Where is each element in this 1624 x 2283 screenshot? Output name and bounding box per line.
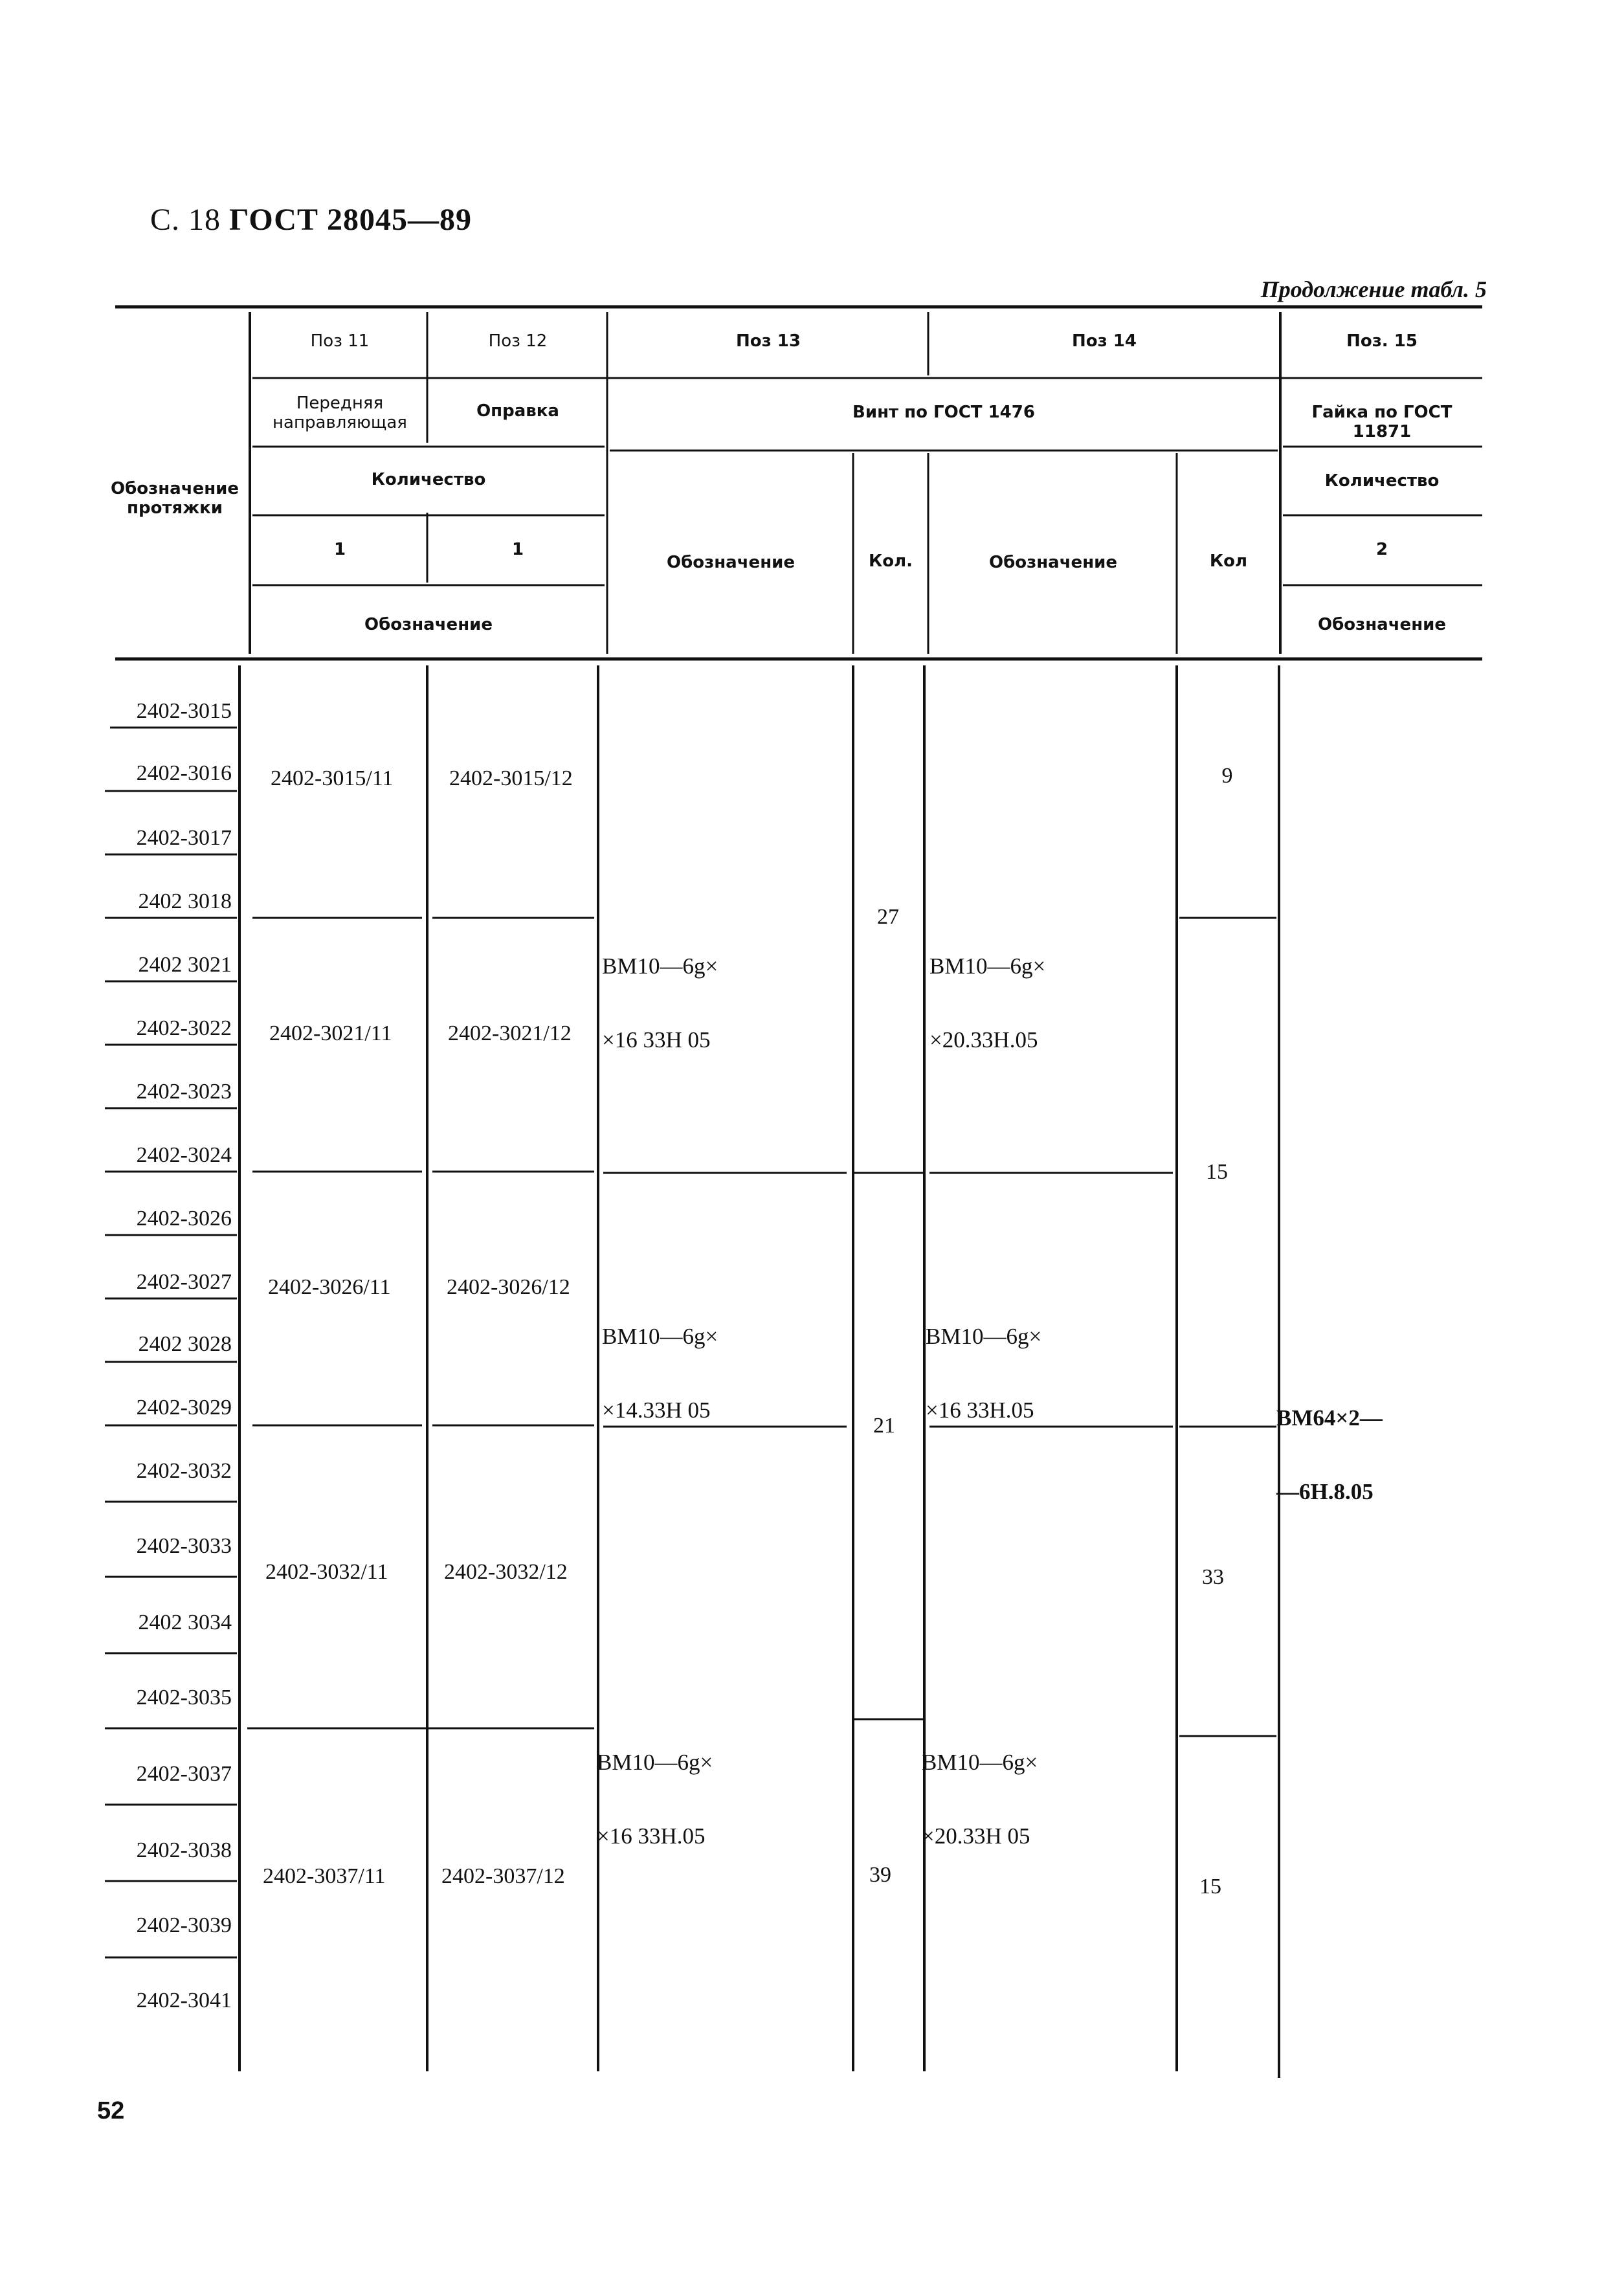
table-row: 2402-3026 [136,1207,232,1231]
screw13-line1: ВМ10—6g× [602,1324,718,1349]
table-row: 2402 3018 [138,889,232,913]
screw-name: Винт по ГОСТ 1476 [852,403,1035,422]
poz11-value: 2402-3015/11 [271,766,394,790]
screw14-value [929,905,1045,1077]
table-row: 2402 3034 [138,1610,232,1634]
table-row: 2402-3041 [136,1988,232,2012]
designation-column-header [104,479,246,518]
table-row: 2402-3027 [136,1270,232,1294]
qty-left-header: Количество [371,470,486,489]
table-row: 2402-3029 [136,1396,232,1420]
kol14-value: 33 [1202,1565,1224,1589]
screw14-line2: ×16 33Н.05 [926,1398,1034,1423]
kol14-value: 9 [1221,764,1233,788]
desig-13-header: Обозначение [666,553,795,572]
poz12-value: 2402-3032/12 [444,1560,568,1584]
nut-name: Гайка по ГОСТ 11871 [1311,403,1452,441]
poz11-name-line1: Передняя [296,394,384,413]
screw14-line1: ВМ10—6g× [926,1324,1042,1349]
poz11-name-line2: направляющая [273,413,407,432]
table-row: 2402-3035 [136,1686,232,1709]
kol-13-header: Кол. [868,551,913,571]
kol14-value: 15 [1206,1160,1228,1184]
screw14-line1: ВМ10—6g× [922,1750,1038,1775]
kol-14-header: Кол [1209,551,1248,571]
poz12-value: 2402-3037/12 [441,1864,565,1888]
table-row: 2402 3028 [138,1332,232,1356]
table-row: 2402-3039 [136,1913,232,1937]
screw13-value [597,1701,713,1873]
poz12-name: Оправка [476,401,559,421]
poz12-header: Поз 12 [488,331,548,351]
poz12-value: 2402-3021/12 [448,1021,572,1045]
screw14-line2: ×20.33Н 05 [922,1823,1030,1849]
nut15-line2: —6Н.8.05 [1276,1479,1374,1504]
kol13-value: 21 [873,1414,895,1438]
table-row: 2402-3037 [136,1762,232,1786]
table-row: 2402-3024 [136,1143,232,1167]
screw13-value [602,1275,718,1447]
page-number: 52 [97,2097,125,2124]
designation-header-line1: Обозначение [110,479,239,498]
qty-poz11: 1 [333,540,346,559]
qty-poz12: 1 [511,540,524,559]
table-row: 2402-3017 [136,826,232,850]
designation-header-line2: протяжки [127,498,223,518]
screw14-value [926,1275,1041,1447]
desig-15-header: Обозначение [1317,615,1447,634]
screw13-line2: ×14.33Н 05 [602,1398,711,1423]
table-row: 2402-3032 [136,1459,232,1483]
screw14-line2: ×20.33Н.05 [929,1027,1038,1052]
kol14-value: 15 [1199,1875,1221,1899]
poz15-header: Поз. 15 [1346,331,1418,351]
poz11-value: 2402-3021/11 [269,1021,392,1045]
poz11-value: 2402-3032/11 [265,1560,388,1584]
desig-left-header: Обозначение [364,615,493,634]
kol13-value: 39 [869,1863,891,1887]
table-row: 2402-3033 [136,1534,232,1558]
qty-right-header: Количество [1324,471,1440,491]
table-row: 2402-3038 [136,1838,232,1862]
poz12-value: 2402-3026/12 [447,1275,570,1299]
table-row: 2402-3015 [136,699,232,723]
qty-poz15: 2 [1375,540,1388,559]
continuation-caption: Продолжение табл. 5 [1260,276,1487,302]
desig-14-header: Обозначение [988,553,1118,572]
poz11-name [252,394,427,432]
screw13-line1: ВМ10—6g× [602,953,718,979]
screw13-line1: ВМ10—6g× [597,1750,713,1775]
screw13-line2: ×16 33Н.05 [597,1823,706,1849]
screw14-line1: ВМ10—6g× [929,953,1046,979]
poz11-header: Поз 11 [310,331,370,351]
poz11-value: 2402-3026/11 [268,1275,391,1299]
screw13-line2: ×16 33Н 05 [602,1027,711,1052]
poz13-header: Поз 13 [736,331,801,351]
nut15-value [1276,1357,1383,1529]
page-prefix: С. 18 [150,203,221,237]
poz12-value: 2402-3015/12 [449,766,573,790]
screw14-value [922,1701,1038,1873]
table-row: 2402-3023 [136,1080,232,1104]
nut15-line1: ВМ64×2— [1276,1405,1383,1431]
screw13-value [602,905,718,1077]
poz14-header: Поз 14 [1072,331,1137,351]
standard-title: ГОСТ 28045—89 [229,203,472,237]
table-row: 2402-3022 [136,1016,232,1040]
table-row: 2402 3021 [138,953,232,977]
poz11-value: 2402-3037/11 [263,1864,386,1888]
kol13-value: 27 [877,905,899,929]
table-row: 2402-3016 [136,761,232,785]
